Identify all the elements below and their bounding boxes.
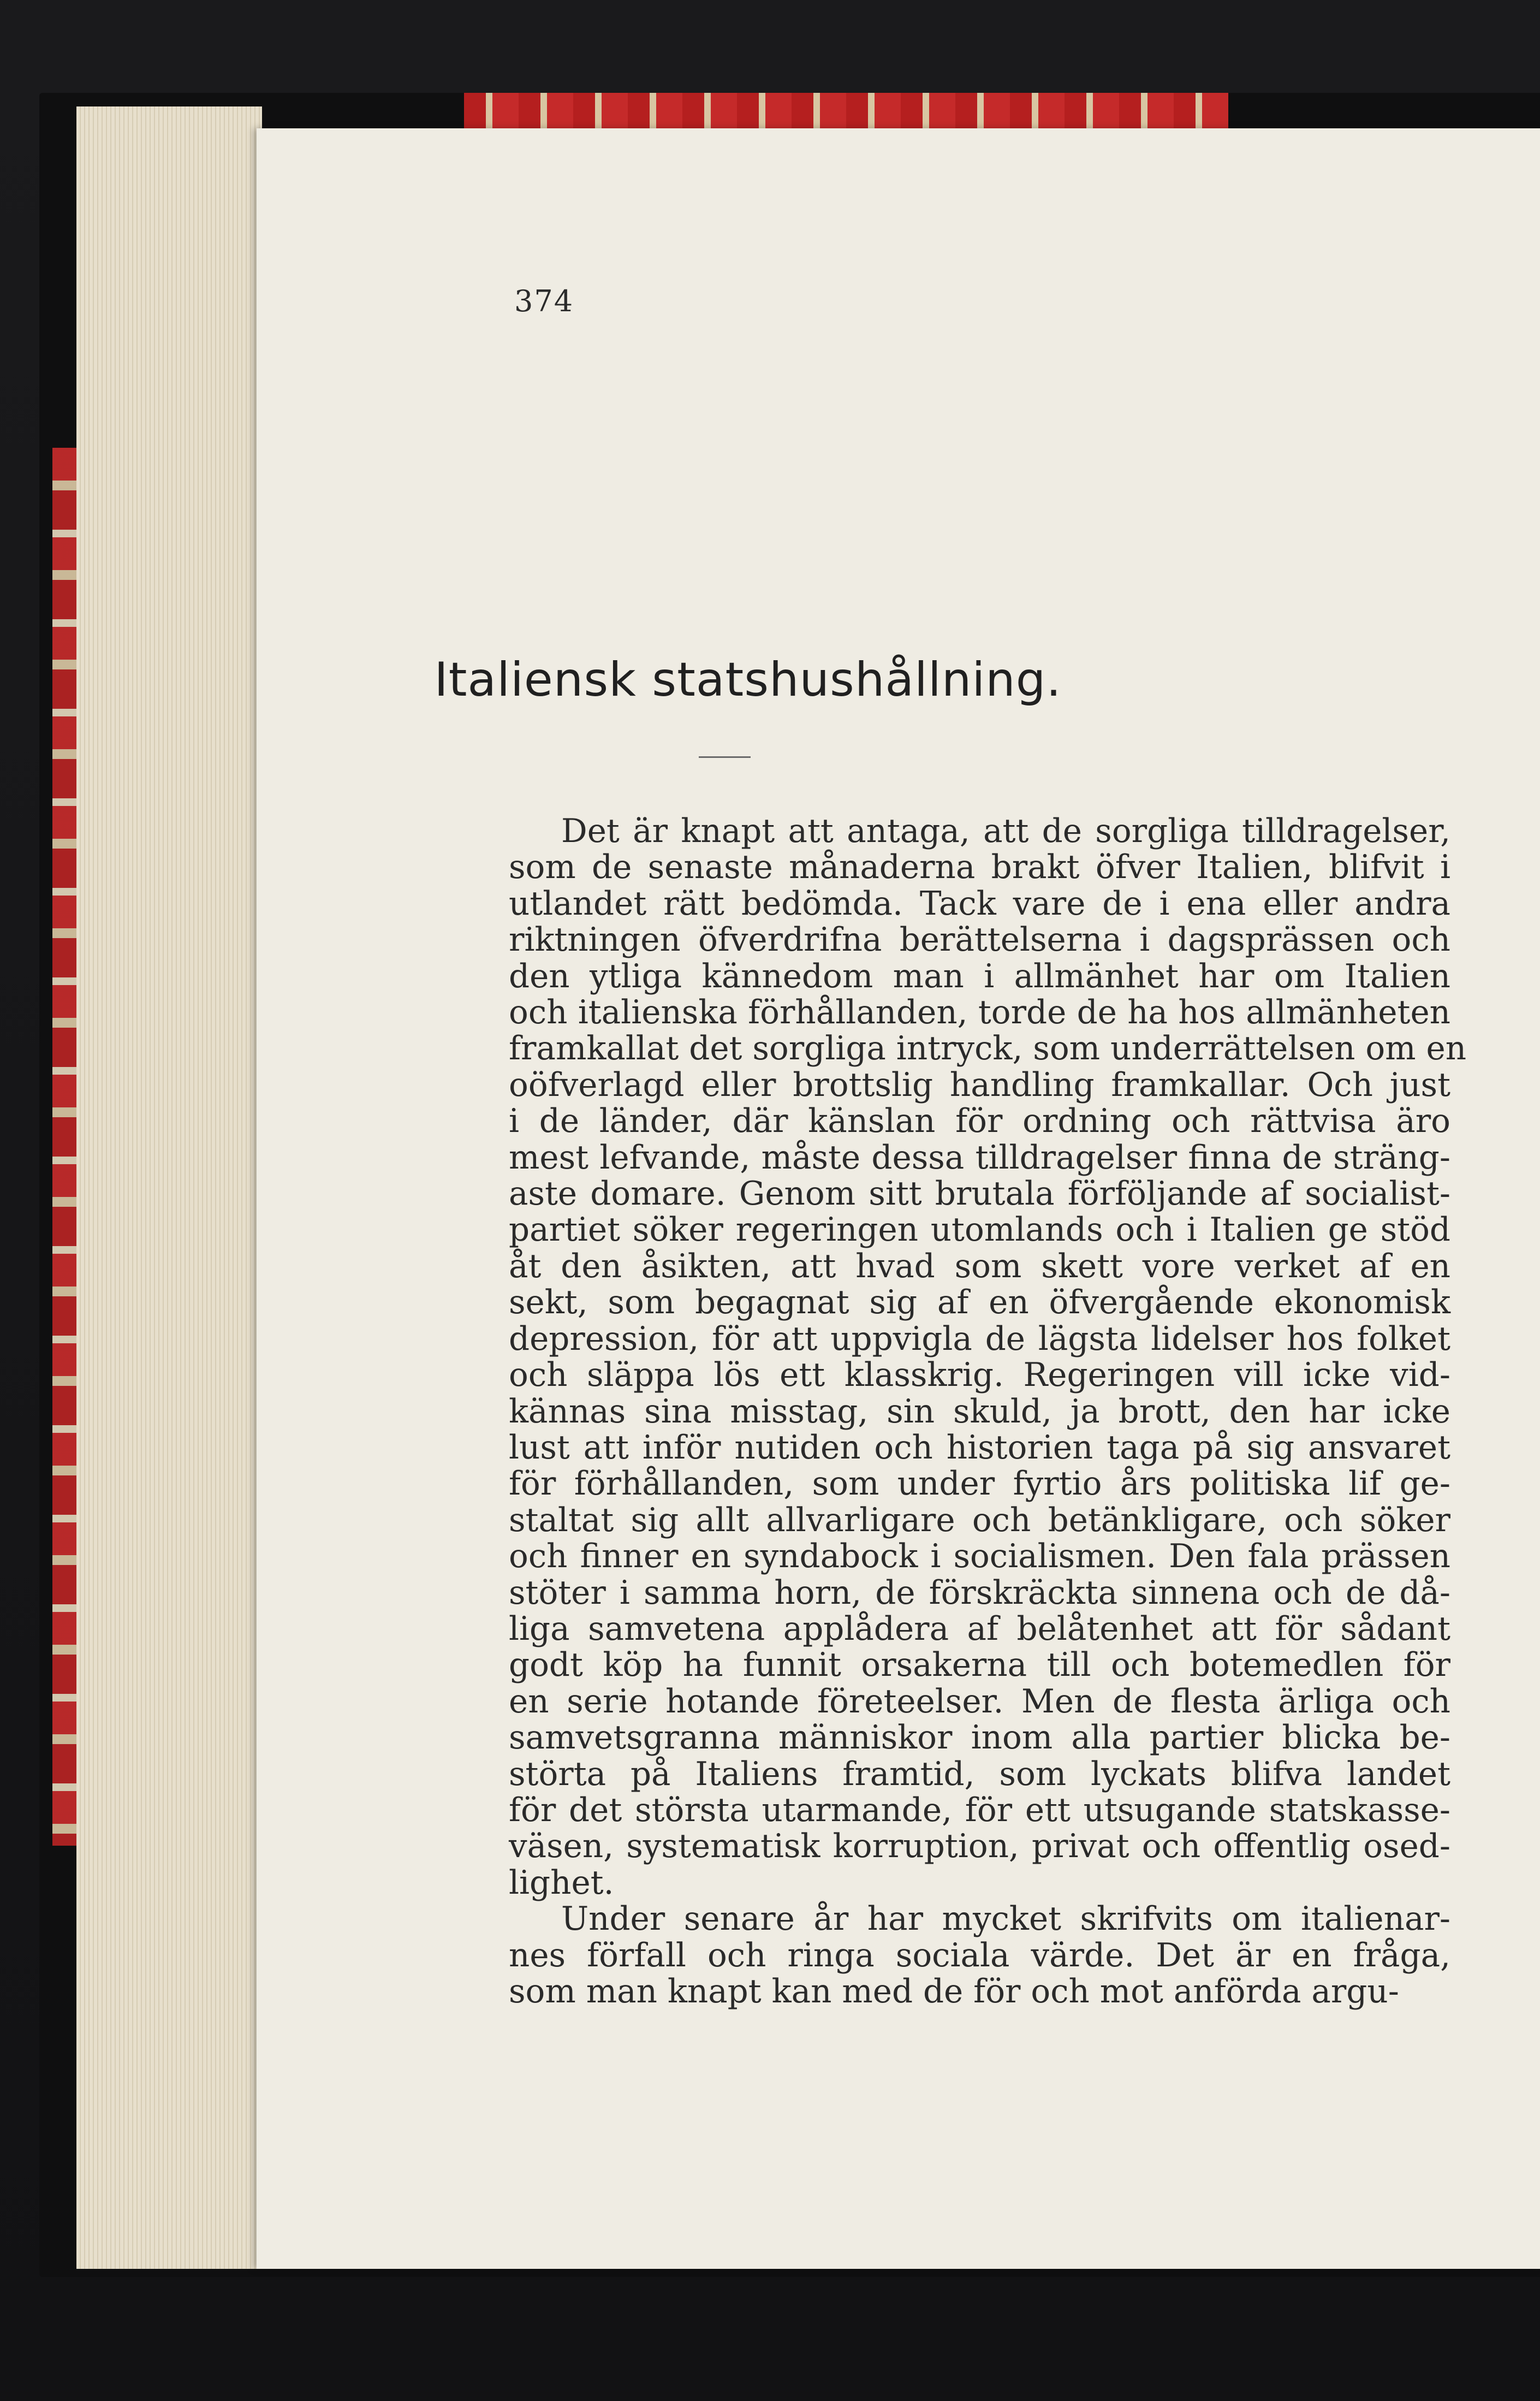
text-line: godt köp ha funnit orsakerna till och botemedlen för: [509, 1646, 1450, 1685]
text-line: som de senaste månaderna brakt öfver Italien, blifvit i: [509, 849, 1450, 887]
text-line: staltat sig allt allvarligare och betänkligare, och söker: [509, 1501, 1450, 1539]
book-page: [257, 128, 1540, 2269]
title-rule: [699, 756, 751, 758]
text-line: samvetsgranna människor inom alla partier blicka be-: [509, 1719, 1450, 1757]
page-stack-edge: [76, 106, 262, 2269]
text-line: oöfverlagd eller brottslig handling framkallar. Och just: [509, 1066, 1450, 1104]
marbled-top-edge: [464, 93, 1228, 131]
article-body: [509, 813, 1467, 2011]
text-line: mest lefvande, måste dessa tilldragelser finna de sträng-: [509, 1139, 1450, 1177]
text-line: som man knapt kan med de för och mot anförda argu-: [509, 1973, 1399, 2011]
text-line: väsen, systematisk korruption, privat och offentlig osed-: [509, 1828, 1450, 1866]
page-number: 374: [514, 284, 574, 318]
text-line: och italienska förhållanden, torde de ha hos allmänheten: [509, 994, 1450, 1032]
text-line: Det är knapt att antaga, att de sorgliga tilldragelser,: [561, 813, 1450, 850]
text-line: en serie hotande företeelser. Men de flesta ärliga och: [509, 1682, 1450, 1721]
text-line: aste domare. Genom sitt brutala förföljande af socialist-: [509, 1175, 1450, 1213]
text-line: stöter i samma horn, de förskräckta sinnena och de då-: [509, 1574, 1450, 1612]
text-line: nes förfall och ringa sociala värde. Det är en fråga,: [509, 1936, 1450, 1975]
text-line: liga samvetena applådera af belåtenhet att för sådant: [509, 1610, 1450, 1648]
text-line: partiet söker regeringen utomlands och i Italien ge stöd: [509, 1211, 1450, 1249]
text-line: för det största utarmande, för ett utsugande statskasse-: [509, 1791, 1450, 1829]
text-line: åt den åsikten, att hvad som skett vore verket af en: [509, 1247, 1450, 1285]
text-line: och finner en syndabock i socialismen. Den fala prässen: [509, 1538, 1450, 1576]
text-line: den ytliga kännedom man i allmänhet har om Italien: [509, 957, 1450, 995]
text-line: riktningen öfverdrifna berättelserna i dagsprässen och: [509, 921, 1450, 959]
text-line: depression, för att uppvigla de lägsta lidelser hos folket: [509, 1320, 1450, 1358]
text-line: framkallat det sorgliga intryck, som underrättelsen om en: [509, 1030, 1467, 1068]
text-line: i de länder, där känslan för ordning och rättvisa äro: [509, 1102, 1450, 1141]
article-title: Italiensk statshushållning.: [434, 653, 1062, 707]
text-line: kännas sina misstag, sin skuld, ja brott, den har icke: [509, 1392, 1450, 1431]
text-line: sekt, som begagnat sig af en öfvergående ekonomisk: [509, 1284, 1450, 1322]
text-line: störta på Italiens framtid, som lyckats blifva landet: [509, 1755, 1450, 1793]
text-line: lust att inför nutiden och historien taga på sig ansvaret: [509, 1428, 1450, 1467]
text-line: lighet.: [509, 1864, 614, 1902]
text-line: Under senare år har mycket skrifvits om italienar-: [561, 1900, 1450, 1938]
text-line: och släppa lös ett klasskrig. Regeringen vill icke vid-: [509, 1356, 1450, 1395]
text-line: utlandet rätt bedömda. Tack vare de i ena eller andra: [509, 885, 1450, 923]
text-line: för förhållanden, som under fyrtio års politiska lif ge-: [509, 1465, 1450, 1503]
